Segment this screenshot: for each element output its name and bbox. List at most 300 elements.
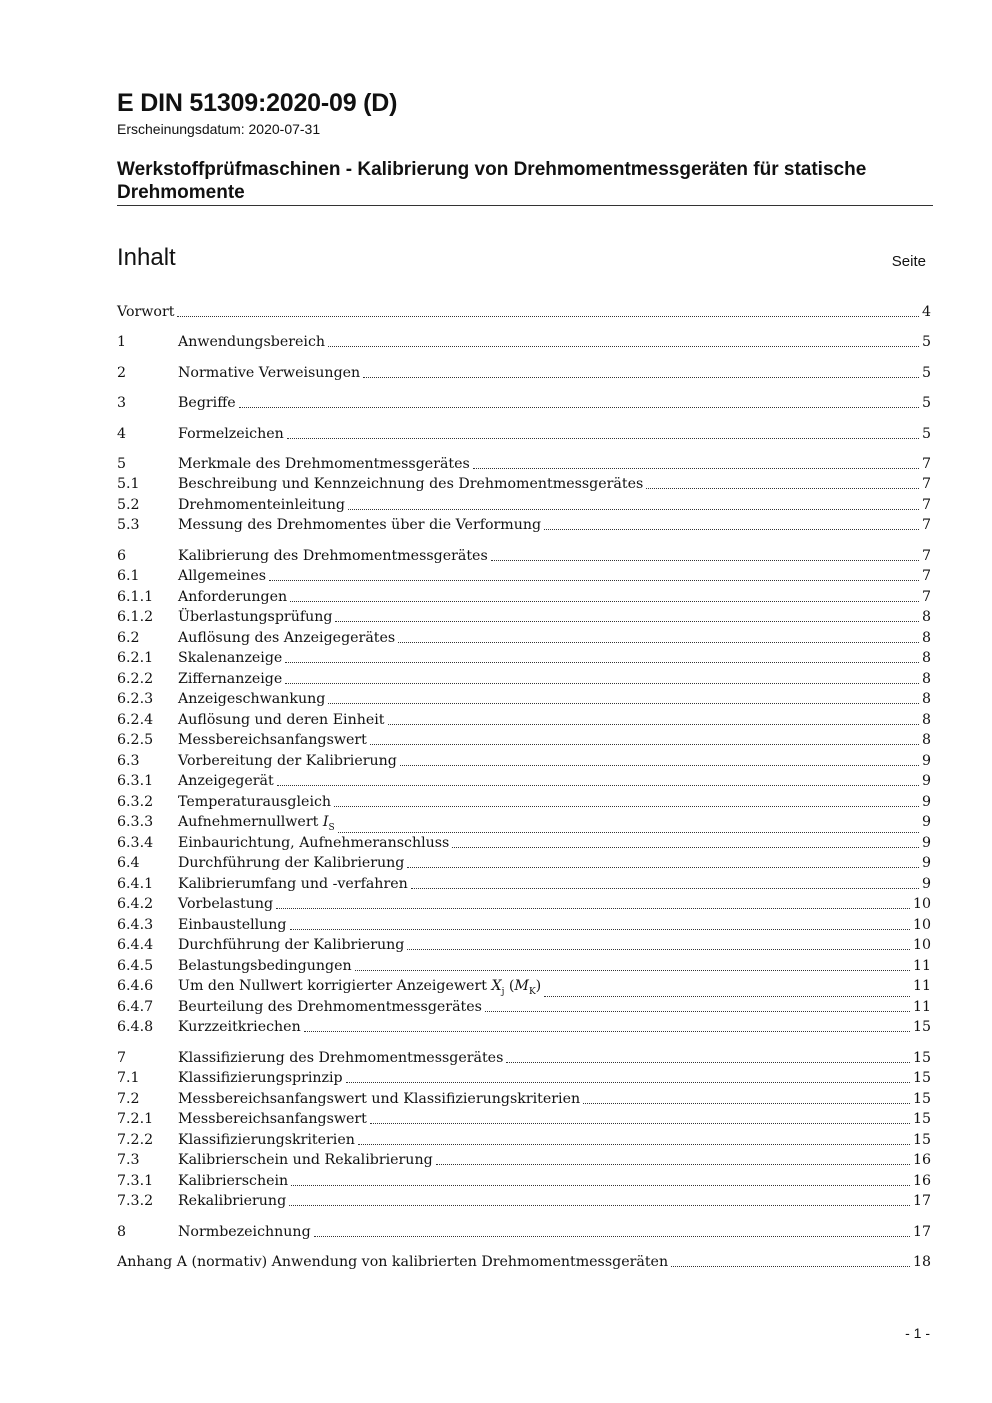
toc-entry-page: 9 [921,855,931,871]
toc-entry-line [178,1222,931,1242]
toc-dot-leader [473,468,919,469]
toc-entry-number: 6.4.8 [117,1019,154,1035]
toc-entry-number: 2 [117,365,127,381]
toc-entry-page: 7 [921,548,931,564]
toc-entry-page: 9 [921,773,931,789]
toc-entry-number: 6.2.1 [117,650,154,666]
toc-entry-title-text: Anzeigegerät [178,773,274,789]
toc-entry[interactable] [117,454,931,474]
toc-entry-number: 6.3.2 [117,794,154,810]
toc-entry[interactable] [117,915,931,935]
toc-entry-title-text: Anzeigeschwankung [178,691,326,707]
toc-entry-line [178,648,931,668]
toc-entry-title-text: Messung des Drehmomentes über die Verformung [178,517,542,533]
toc-entry-title [178,853,406,873]
toc-entry-title-text: Kalibrierschein und Rekalibrierung [178,1152,433,1168]
toc-entry[interactable] [117,751,931,771]
toc-entry-title [178,1171,290,1191]
toc-entry-page: 8 [921,630,931,646]
toc-entry-page: 16 [912,1152,931,1168]
toc-entry-page: 4 [921,304,931,320]
toc-entry-number: 6.4.2 [117,896,154,912]
toc-entry-title-text: Vorbelastung [178,896,274,912]
toc-entry-page: 7 [921,497,931,513]
toc-entry-line [178,454,931,474]
toc-entry-title [178,566,268,586]
toc-entry-title-text: Messbereichsanfangswert und Klassifizierungskriterien [178,1091,581,1107]
toc-entry-title-text: Anhang A (normativ) Anwendung von kalibrierten Drehmomentmessgeräten [117,1254,669,1270]
toc-dot-leader [287,438,919,439]
toc-entry-title-text: Durchführung der Kalibrierung [178,937,405,953]
toc-dot-leader [346,1082,910,1083]
toc-entry-title-text: Allgemeines [178,568,266,584]
toc-entry[interactable] [117,515,931,535]
toc-dot-leader [177,316,919,317]
toc-entry-title-text: Anforderungen [178,589,288,605]
toc-entry-title [178,587,289,607]
toc-entry-number: 6 [117,548,127,564]
toc-dot-leader [334,806,919,807]
toc-entry-title [178,689,327,709]
toc-entry-number: 6.3.4 [117,835,154,851]
toc-entry-number: 7.3.1 [117,1173,154,1189]
toc-dot-leader [370,744,919,745]
toc-entry-line [178,474,931,494]
toc-entry-line [178,1171,931,1191]
toc-entry-number: 5.1 [117,476,140,492]
toc-dot-leader [291,1185,910,1186]
toc-dot-leader [285,662,919,663]
toc-entry-line [178,515,931,535]
toc-entry-title [178,935,406,955]
toc-entry[interactable] [117,1171,931,1191]
toc-entry-number: 6.4.1 [117,876,154,892]
toc-entry-line [178,771,931,791]
toc-dot-leader [485,1011,910,1012]
toc-entry-title-text: Begriffe [178,395,236,411]
toc-entry-title-text: Beschreibung und Kennzeichnung des Drehmomentmessgerätes [178,476,644,492]
toc-entry-page: 10 [912,937,931,953]
toc-dot-leader [411,888,919,889]
toc-entry[interactable] [117,771,931,791]
toc-entry-line [178,332,931,352]
toc-dot-leader [328,703,919,704]
toc-entry-line [117,1252,931,1272]
toc-dot-leader [335,621,919,622]
toc-dot-leader [269,580,919,581]
toc-entry-page: 15 [912,1111,931,1127]
toc-entry-title-text: Belastungsbedingungen [178,958,352,974]
toc-entry-page: 8 [921,609,931,625]
toc-entry-number: 6.2.3 [117,691,154,707]
toc-entry[interactable] [117,363,931,383]
toc-entry-title [178,1068,345,1088]
toc-entry-title-text: Überlastungsprüfung [178,609,333,625]
toc-dot-leader [544,529,919,530]
toc-entry-title-text: Kalibrierung des Drehmomentmessgerätes [178,548,488,564]
toc-entry[interactable] [117,894,931,914]
toc-entry-line [178,689,931,709]
toc-entry-number: 6.4.3 [117,917,154,933]
toc-entry-page: 8 [921,691,931,707]
toc-entry-title [178,771,276,791]
toc-entry-number: 7 [117,1050,127,1066]
toc-entry[interactable] [117,1252,931,1272]
toc-entry[interactable] [117,566,931,586]
toc-entry-title-text: Klassifizierungskriterien [178,1132,355,1148]
toc-entry-title [178,730,369,750]
toc-entry-line [178,874,931,894]
toc-entry-page: 9 [921,876,931,892]
toc-entry-number: 6.3.3 [117,814,154,830]
toc-entry-page: 5 [921,395,931,411]
toc-entry-page: 7 [921,476,931,492]
toc-entry[interactable] [117,1048,931,1068]
toc-entry-title [178,669,284,689]
toc-entry-title [178,1150,435,1170]
toc-dot-leader [285,683,919,684]
toc-entry-page: 5 [921,334,931,350]
toc-entry[interactable] [117,935,931,955]
toc-entry[interactable] [117,689,931,709]
toc-entry[interactable] [117,1191,931,1211]
toc-entry-number: 6.4 [117,855,140,871]
toc-dot-leader [583,1103,910,1104]
toc-entry-title [178,628,397,648]
toc-entry-page: 7 [921,456,931,472]
toc-entry[interactable] [117,833,931,853]
toc-entry-line [178,956,931,976]
toc-formula-subscript: K [528,986,536,997]
toc-entry-page: 10 [912,917,931,933]
toc-entry[interactable] [117,1109,931,1129]
toc-entry-line [178,587,931,607]
toc-entry-number: 4 [117,426,127,442]
toc-entry-title-text: Normative Verweisungen [178,365,361,381]
toc-entry-page: 15 [912,1070,931,1086]
toc-entry-title [178,546,490,566]
toc-entry[interactable] [117,424,931,444]
toc-entry-number: 7.2.2 [117,1132,154,1148]
toc-entry-title [178,1089,582,1109]
toc-entry-title [178,454,472,474]
toc-dot-leader [314,1236,910,1237]
toc-entry-title [178,915,289,935]
toc-entry-line [178,833,931,853]
toc-entry-title [178,1017,303,1037]
toc-entry-page: 8 [921,712,931,728]
toc-entry-number: 6.2.2 [117,671,154,687]
toc-entry-page: 7 [921,568,931,584]
document-code: E DIN 51309:2020-09 (D) [117,89,398,117]
toc-dot-leader [355,970,910,971]
toc-entry-title [178,874,410,894]
toc-entry-page: 8 [921,650,931,666]
toc-entry-title [117,1252,670,1272]
toc-entry[interactable] [117,302,931,322]
page-number: - 1 - [905,1325,930,1341]
toc-entry[interactable] [117,710,931,730]
toc-entry-number: 7.3.2 [117,1193,154,1209]
toc-entry-page: 9 [921,814,931,830]
toc-dot-leader [276,908,910,909]
toc-entry-title-text: Temperaturausgleich [178,794,332,810]
toc-dot-leader [290,929,910,930]
toc-entry-number: 5 [117,456,127,472]
toc-entry[interactable] [117,546,931,566]
toc-entry-title-text: Anwendungsbereich [178,334,326,350]
toc-dot-leader [328,346,919,347]
toc-dot-leader [400,765,919,766]
toc-entry-line [178,363,931,383]
toc-entry[interactable] [117,1222,931,1242]
toc-entry-title-text: Klassifizierung des Drehmomentmessgerätes [178,1050,504,1066]
toc-entry[interactable] [117,1150,931,1170]
toc-entry-title [178,1130,357,1150]
toc-entry-line [178,566,931,586]
toc-entry-number: 6.2.4 [117,712,154,728]
toc-entry-page: 7 [921,517,931,533]
toc-entry-line [178,894,931,914]
toc-entry-line [178,710,931,730]
toc-entry[interactable] [117,669,931,689]
toc-entry-page: 9 [921,835,931,851]
toc-entry-line [178,1130,931,1150]
toc-entry-title-text: Auflösung und deren Einheit [178,712,385,728]
toc-entry[interactable] [117,648,931,668]
toc-entry[interactable] [117,976,931,996]
toc-entry[interactable] [117,393,931,413]
toc-entry-title [178,474,645,494]
toc-entry-line [117,302,931,322]
toc-entry-title [178,648,284,668]
toc-entry-number: 6.1.2 [117,609,154,625]
toc-entry-title-text: Auflösung des Anzeigegerätes [178,630,396,646]
toc-entry-line [178,853,931,873]
toc-entry-title-text: Einbaustellung [178,917,287,933]
toc-entry[interactable] [117,792,931,812]
toc-entry-page: 11 [912,999,931,1015]
toc-entry-title-text: Durchführung der Kalibrierung [178,855,405,871]
toc-entry[interactable] [117,730,931,750]
toc-entry[interactable] [117,495,931,515]
toc-dot-leader [277,785,919,786]
toc-entry-title-text: Formelzeichen [178,426,284,442]
toc-entry-number: 8 [117,1224,127,1240]
toc-entry-number: 6.4.7 [117,999,154,1015]
toc-entry-title-text: Beurteilung des Drehmomentmessgerätes [178,999,482,1015]
toc-entry-title-text: Um den Nullwert korrigierter Anzeigewert [178,978,487,994]
toc-entry-line [178,1089,931,1109]
toc-entry-page: 9 [921,794,931,810]
toc-entry-line [178,751,931,771]
toc-entry-title-text: Vorwort [117,304,175,320]
toc-entry-page: 5 [921,365,931,381]
toc-entry-title-text: Rekalibrierung [178,1193,287,1209]
toc-entry-title-text: Kurzzeitkriechen [178,1019,301,1035]
toc-entry-title: Um den Nullwert korrigierter Anzeigewert $X_j$ $(M_K)$ [178,978,542,997]
toc-entry-line [178,935,931,955]
toc-entry-title [178,393,238,413]
toc-dot-leader [436,1164,910,1165]
toc-entry-title [178,1109,369,1129]
toc-entry[interactable] [117,607,931,627]
toc-entry-line [178,628,931,648]
toc-entry-page: 5 [921,426,931,442]
toc-formula-symbol: M [514,978,529,994]
toc-dot-leader [398,642,919,643]
toc-entry-number: 6.3 [117,753,140,769]
toc-entry-title [178,424,286,444]
toc-entry-title-text: Drehmomenteinleitung [178,497,345,513]
toc-entry-page: 7 [921,589,931,605]
toc-entry-number: 6.2 [117,630,140,646]
toc-formula-subscript: S [328,822,335,833]
toc-entry-title [178,710,387,730]
toc-entry-title-text: Aufnehmernullwert [178,814,319,830]
toc-entry-line [178,669,931,689]
toc-entry[interactable] [117,587,931,607]
toc-entry[interactable] [117,812,931,832]
toc-entry[interactable] [117,1017,931,1037]
toc-entry[interactable] [117,628,931,648]
toc-entry-page: 8 [921,671,931,687]
toc-heading: Inhalt [117,244,176,271]
toc-entry-line [178,915,931,935]
toc-entry[interactable] [117,956,931,976]
toc-entry[interactable] [117,1089,931,1109]
toc-entry-title-text: Merkmale des Drehmomentmessgerätes [178,456,470,472]
toc-dot-leader [370,1123,910,1124]
page-column-label: Seite [891,253,926,270]
toc-dot-leader [491,560,919,561]
toc-dot-leader [358,1144,910,1145]
toc-entry-title [178,332,327,352]
toc-entry-number: 1 [117,334,127,350]
toc-entry-page: 11 [912,978,931,994]
toc-formula-subscript: j [501,986,505,997]
toc-entry-title [178,894,275,914]
toc-entry-title [178,956,354,976]
toc-dot-leader [304,1031,910,1032]
toc-entry-page: 16 [912,1173,931,1189]
toc-entry-number: 6.4.5 [117,958,154,974]
toc-dot-leader [290,601,919,602]
toc-entry-line [178,1109,931,1129]
toc-entry-page: 15 [912,1019,931,1035]
toc-formula-symbol: I [322,814,329,830]
toc-entry-number: 5.3 [117,517,140,533]
toc-entry-title [178,833,451,853]
toc-entry-line [178,1191,931,1211]
toc-entry[interactable] [117,874,931,894]
toc-entry-title-text: Kalibrierschein [178,1173,289,1189]
toc-dot-leader [407,949,910,950]
toc-entry-number: 6.4.4 [117,937,154,953]
toc-entry[interactable] [117,474,931,494]
toc-dot-leader [452,847,919,848]
toc-entry-number: 6.1.1 [117,589,154,605]
toc-entry-number: 7.3 [117,1152,140,1168]
toc-entry-line [178,424,931,444]
toc-dot-leader [289,1205,910,1206]
toc-dot-leader [646,488,919,489]
toc-entry-number: 6.3.1 [117,773,154,789]
toc-entry-title-text: Ziffernanzeige [178,671,283,687]
toc-entry[interactable] [117,1130,931,1150]
toc-entry-line [178,792,931,812]
toc-entry-page: 15 [912,1091,931,1107]
toc-entry-line [178,1068,931,1088]
toc-entry-line [178,607,931,627]
toc-entry-title-text: Einbaurichtung, Aufnehmeranschluss [178,835,450,851]
toc-entry-page: 11 [912,958,931,974]
toc-entry-page: 17 [912,1193,931,1209]
toc-dot-leader [363,377,919,378]
document-title: Werkstoffprüfmaschinen - Kalibrierung von Drehmomentmessgeräten für statische Drehmomente [117,159,867,203]
toc-entry-title [117,302,176,322]
toc-entry-title-text: Messbereichsanfangswert [178,1111,367,1127]
toc-entry-line [178,730,931,750]
toc-entry-title [178,495,347,515]
toc-entry-title-text: Normbezeichnung [178,1224,311,1240]
toc-entry-number: 3 [117,395,127,411]
toc-entry-title-text: Klassifizierungsprinzip [178,1070,343,1086]
toc-entry-title [178,751,399,771]
toc-entry-title [178,1191,288,1211]
toc-entry-title-text: Vorbereitung der Kalibrierung [178,753,397,769]
toc-entry-page: 15 [912,1132,931,1148]
toc-entry-line [178,546,931,566]
toc-dot-leader [239,407,919,408]
toc-entry-line [178,495,931,515]
toc-dot-leader [506,1062,910,1063]
toc-entry-number: 6.1 [117,568,140,584]
toc-entry-line [178,1048,931,1068]
title-divider [117,205,933,206]
toc-entry-title-text: Kalibrierumfang und -verfahren [178,876,408,892]
toc-entry-title [178,607,334,627]
toc-entry-title-text: Skalenanzeige [178,650,283,666]
toc-entry-number: 7.2.1 [117,1111,154,1127]
toc-dot-leader [388,724,919,725]
toc-entry-page: 18 [912,1254,931,1270]
toc-entry-title [178,1048,505,1068]
toc-entry-title [178,792,333,812]
toc-formula-symbol: X [491,978,502,994]
toc-entry-number: 6.4.6 [117,978,154,994]
toc-entry-title [178,1222,313,1242]
toc-entry[interactable] [117,332,931,352]
toc-entry[interactable] [117,853,931,873]
toc-entry-page: 17 [912,1224,931,1240]
release-date: Erscheinungsdatum: 2020-07-31 [117,121,321,137]
toc-entry-number: 5.2 [117,497,140,513]
toc-entry-title [178,997,484,1017]
toc-entry-page: 8 [921,732,931,748]
toc-entry-line [178,1017,931,1037]
toc-dot-leader [671,1266,910,1267]
toc-entry[interactable] [117,997,931,1017]
toc-entry[interactable] [117,1068,931,1088]
toc-entry-page: 10 [912,896,931,912]
toc-entry-number: 7.2 [117,1091,140,1107]
toc-entry-line [178,1150,931,1170]
toc-entry-title [178,363,362,383]
toc-entry-line [178,997,931,1017]
toc-entry-title [178,515,543,535]
toc-dot-leader [348,509,919,510]
